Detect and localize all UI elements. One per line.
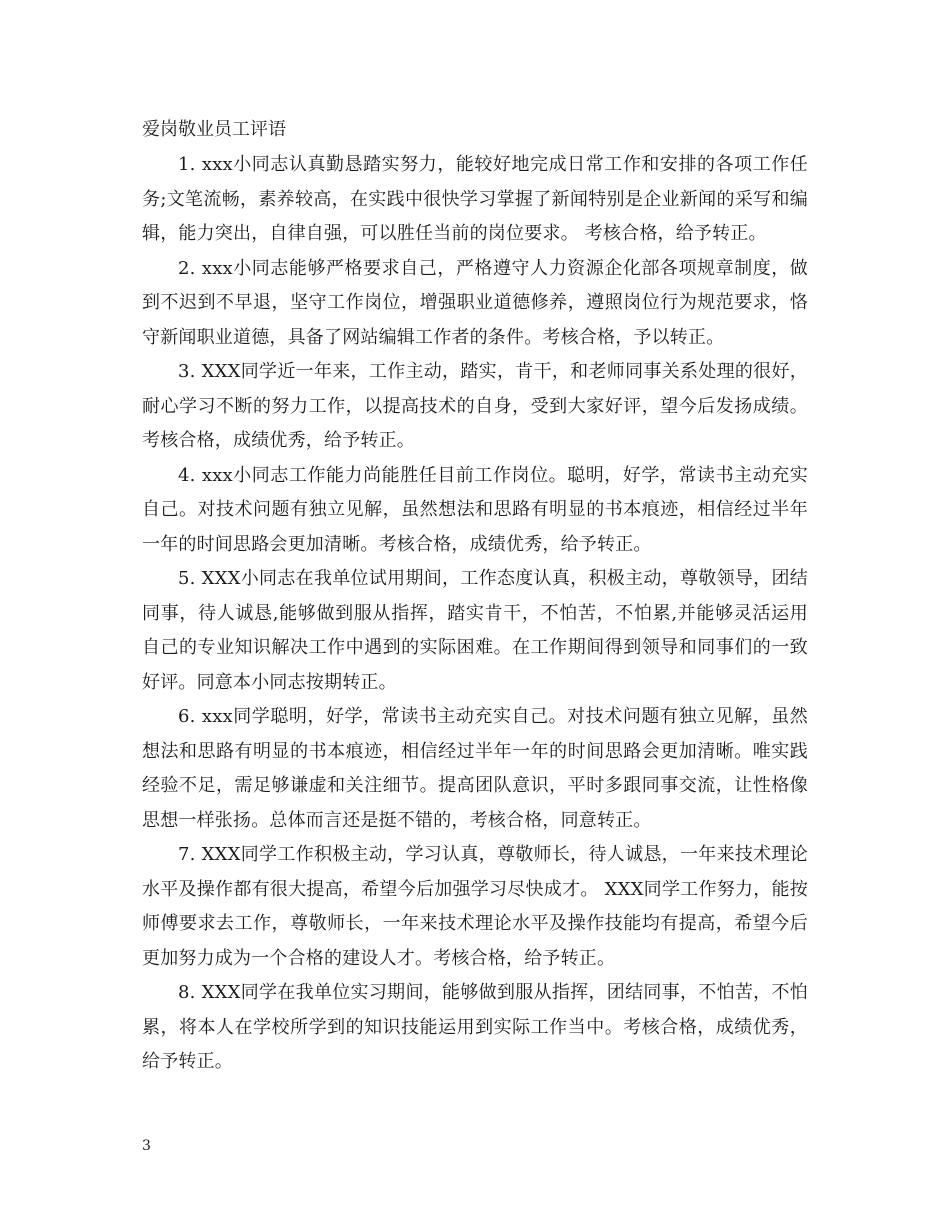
document-body xyxy=(142,112,808,1080)
paragraph-8: 8. XXX同学在我单位实习期间，能够做到服从指挥，团结同事，不怕苦，不怕累，将本人在学校所学到的知识技能运用到实际工作当中。考核合格，成绩优秀，给予转正。 xyxy=(142,982,808,1072)
paragraph-2: 2. xxx小同志能够严格要求自己，严格遵守人力资源企化部各项规章制度，做到不迟到不早退，坚守工作岗位，增强职业道德修养，遵照岗位行为规范要求，恪守新闻职业道德，具备了网站编辑工作者的条件。考核合格，予以转正。 xyxy=(142,257,808,348)
paragraph-6: 6. xxx同学聪明，好学，常读书主动充实自己。对技术问题有独立见解，虽然想法和思路有明显的书本痕迹，相信经过半年一年的时间思路会更加清晰。唯实践经验不足，需足够谦虚和关注细节。提高团队意识，平时多跟同事交流，让性格像思想一样张扬。总体而言还是挺不错的，考核合格，同意转正。 xyxy=(142,706,808,831)
paragraph-5: 5. XXX小同志在我单位试用期间，工作态度认真，积极主动，尊敬领导，团结同事，待人诚恳,能够做到服从指挥，踏实肯干，不怕苦，不怕累,并能够灵活运用自己的专业知识解决工作中遇到的实际困难。在工作期间得到领导和同事们的一致好评。同意本小同志按期转正。 xyxy=(142,568,808,693)
paragraph-7: 7. XXX同学工作积极主动，学习认真，尊敬师长，待人诚恳，一年来技术理论水平及操作都有很大提高，希望今后加强学习尽快成才。 XXX同学工作努力，能按师傅要求去工作，尊敬师长，一年来技术理论水平及操作技能均有提高，希望今后更加努力成为一个合格的建设人才。考核合格，给予转正。 xyxy=(142,844,808,969)
paragraph-4: 4. xxx小同志工作能力尚能胜任目前工作岗位。聪明，好学，常读书主动充实自己。对技术问题有独立见解，虽然想法和思路有明显的书本痕迹，相信经过半年一年的时间思路会更加清晰。考核合格，成绩优秀，给予转正。 xyxy=(142,464,808,555)
paragraph-1: 1. xxx小同志认真勤恳踏实努力，能较好地完成日常工作和安排的各项工作任务;文笔流畅，素养较高，在实践中很快学习掌握了新闻特别是企业新闻的采写和编辑，能力突出，自律自强，可以胜任当前的岗位要求。 考核合格，给予转正。 xyxy=(142,154,808,244)
document-title: 爱岗敬业员工评语 xyxy=(142,119,286,140)
page-number: 3 xyxy=(142,1138,151,1154)
paragraph-3: 3. XXX同学近一年来，工作主动，踏实，肯干，和老师同事关系处理的很好，耐心学习不断的努力工作，以提高技术的自身，受到大家好评，望今后发扬成绩。考核合格，成绩优秀，给予转正。 xyxy=(142,361,808,451)
